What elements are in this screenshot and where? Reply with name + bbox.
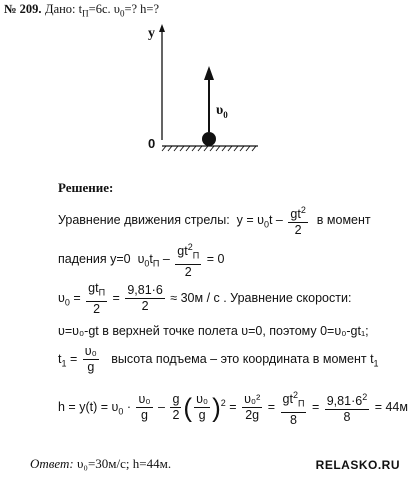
solution-line-5: $t_1$ = $\frac{\text{υ₀}}{g}$ высота подъема – это координата в момент $t_1$ xyxy=(58,344,379,374)
velocity-label: $\upsilon_0$ xyxy=(216,103,228,120)
fraction: $\frac{9,81\cdot 6}{2}$ xyxy=(127,283,163,314)
projectile-ball xyxy=(202,132,216,146)
fraction: $\frac{gt_П}{2}$ xyxy=(88,281,106,316)
fraction: $\frac{gt^2}{2}$ xyxy=(290,205,306,238)
solution-line-1: Уравнение движения стрелы: $y = \upsilon_0t$ – $\frac{gt^2}{2}$ в момент xyxy=(58,205,371,238)
answer-label: Ответ: xyxy=(30,456,74,471)
answer-line xyxy=(30,456,171,472)
solution-line-3: $\upsilon_0$ = $\frac{gt_П}{2}$ = $\frac{9,81\cdot 6}{2}$ ≈ 30м / с . Уравнение скорости: xyxy=(58,281,352,316)
velocity-arrow-head-icon xyxy=(204,66,214,80)
solution-line-6: $h = y(t) = \upsilon_0$ · $\frac{\text{υ₀}}{g}$ – $\frac{g}{2}$ ( $\frac{\text{υ₀}}{g}$ )$^2$ = $\frac{\text{υ₀²}}{2g}$ = $\frac{gt^2_П}{8}$ = $\frac{9,81\cdot 6^2}{8}$ = 44м xyxy=(58,390,408,427)
answer-text: υ₀=30м/с; h=44м. xyxy=(73,456,172,471)
fraction: $\frac{9,81\cdot 6^2}{8}$ xyxy=(326,392,368,425)
given-data: Дано: $t_П=6с$. $\upsilon_0=$? h=? xyxy=(45,2,160,19)
ground-hatch xyxy=(162,146,256,151)
solution-line-4: υ=υ₀-gt в верхней точке полета υ=0, поэтому 0=υ₀-gt₁; xyxy=(58,324,369,338)
y-axis-arrow-icon xyxy=(159,24,165,32)
problem-number: № 209. xyxy=(4,2,42,16)
origin-label: 0 xyxy=(148,136,156,151)
solution-line-2: падения y=0 $\upsilon_0t_П$ – $\frac{gt^2_П}{2}$ = 0 xyxy=(58,242,225,279)
fraction: $\frac{g}{2}$ xyxy=(172,392,180,423)
motion-diagram xyxy=(140,22,280,162)
fraction: $\frac{\text{υ₀}}{g}$ xyxy=(196,392,209,423)
site-watermark: RELASKO.RU xyxy=(315,458,400,472)
problem-statement xyxy=(4,2,159,19)
fraction: $\frac{\text{υ₀²}}{2g}$ xyxy=(244,392,261,423)
fraction: $\frac{gt^2_П}{2}$ xyxy=(177,242,200,279)
fraction: $\frac{\text{υ₀}}{g}$ xyxy=(84,344,97,374)
axis-y-label: y xyxy=(148,26,155,41)
solution-heading: Решение: xyxy=(58,180,114,195)
fraction: $\frac{\text{υ₀}}{g}$ xyxy=(138,392,151,423)
fraction: $\frac{gt^2_П}{8}$ xyxy=(282,390,305,427)
